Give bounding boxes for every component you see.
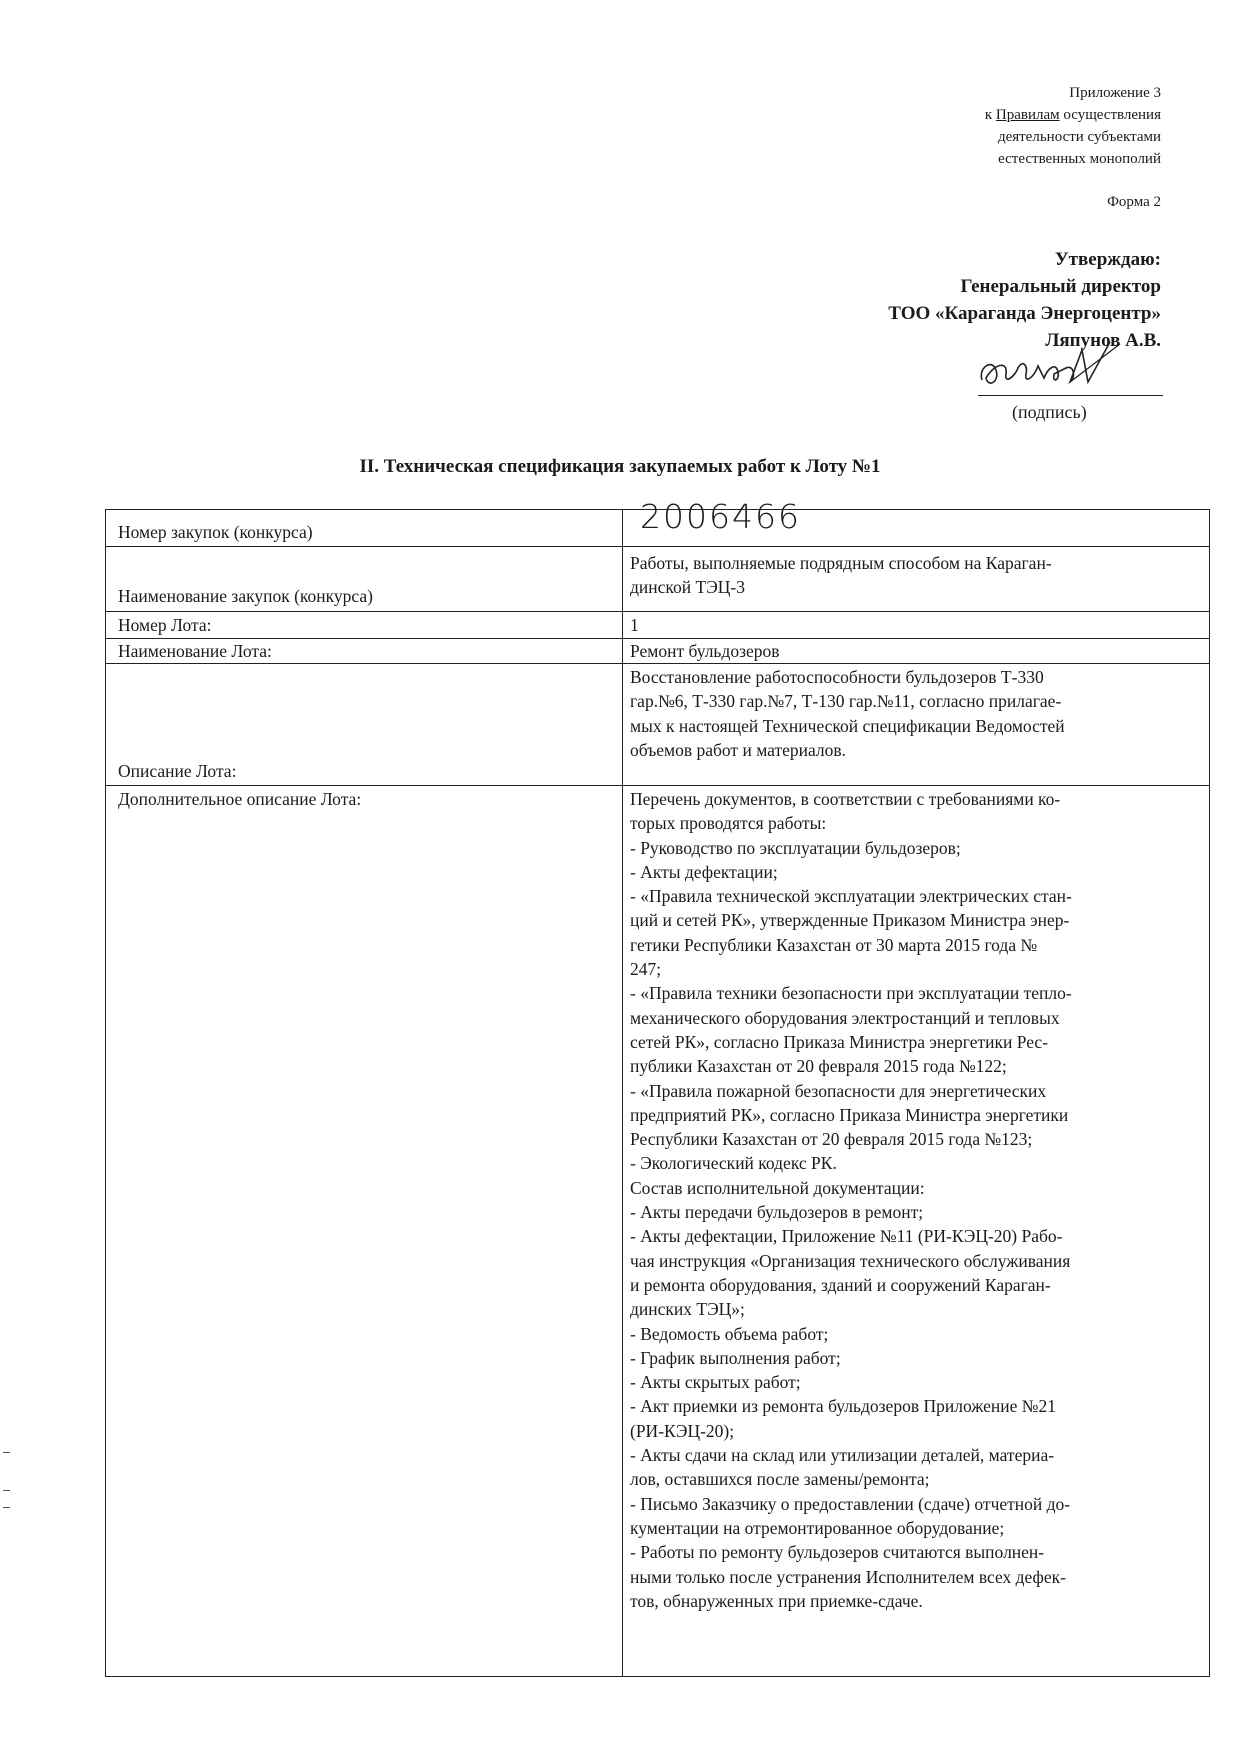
value-line: сетей РК», согласно Приказа Министра энергетики Рес- [630, 1031, 1049, 1052]
label-lot-name: Наименование Лота: [118, 641, 272, 661]
value-line: - Работы по ремонту бульдозеров считаются выполнен- [630, 1542, 1045, 1563]
signature-caption: (подпись) [1012, 402, 1087, 422]
label-lot-description: Описание Лота: [118, 760, 237, 781]
value-line: торых проводятся работы: [630, 813, 827, 834]
form-label: Форма 2 [1107, 194, 1161, 210]
value-line: чая инструкция «Организация технического обслуживания [630, 1250, 1071, 1271]
value-line: тов, обнаруженных при приемке-сдаче. [630, 1590, 923, 1611]
label-procurement-name: Наименование закупок (конкурса) [118, 585, 373, 606]
row-divider [106, 611, 1209, 612]
value-line: - «Правила техники безопасности при эксплуатации тепло- [630, 983, 1072, 1004]
value-line: Перечень документов, в соответствии с требованиями ко- [630, 789, 1061, 809]
value-line: - Руководство по эксплуатации бульдозеров; [630, 837, 961, 858]
value-line: Состав исполнительной документации: [630, 1177, 925, 1198]
value-line: 247; [630, 959, 662, 980]
table-row-label [118, 663, 608, 783]
value-line: ными только после устранения Исполнителем всех дефек- [630, 1566, 1066, 1587]
handwritten-signature [970, 338, 1160, 400]
approval-position: Генеральный директор [960, 276, 1161, 297]
value-line: объемов работ и материалов. [630, 739, 847, 760]
label-procurement-number: Номер закупок (конкурса) [118, 521, 313, 542]
value-line: (РИ-КЭЦ-20); [630, 1420, 735, 1441]
table-row-label [118, 787, 608, 811]
row-divider [106, 785, 1209, 786]
value-line: - Ведомость объема работ; [630, 1323, 829, 1344]
approval-name: Ляпунов А.В. [1045, 330, 1161, 351]
table-row-value [630, 613, 1202, 637]
procurement-number-value: 2006466 [640, 497, 801, 536]
value-line: ций и сетей РК», утвержденные Приказом Министра энер- [630, 910, 1070, 931]
value-line: - «Правила пожарной безопасности для энергетических [630, 1080, 1047, 1101]
label-lot-number: Номер Лота: [118, 615, 212, 635]
table-row-label [118, 546, 608, 608]
scan-mark [3, 1507, 10, 1508]
value-line: мых к настоящей Технической спецификации Ведомостей [630, 715, 1065, 736]
document-title: II. Техническая спецификация закупаемых работ к Лоту №1 [359, 456, 881, 477]
approval-heading: Утверждаю: [1054, 249, 1161, 270]
table-row-label [118, 639, 608, 663]
value-line: и ремонта оборудования, зданий и сооружений Караган- [630, 1274, 1051, 1295]
value-line: - «Правила технической эксплуатации электрических стан- [630, 886, 1072, 907]
value-line: гар.№6, Т-330 гар.№7, Т-130 гар.№11, согласно прилагае- [630, 691, 1062, 712]
scan-mark [3, 1452, 10, 1453]
specification-table [105, 497, 1210, 1677]
value-line: - Акты сдачи на склад или утилизации деталей, материа- [630, 1445, 1055, 1466]
table-row-value [630, 639, 1202, 663]
column-divider [622, 510, 623, 1676]
lot-name-value: Ремонт бульдозеров [630, 641, 780, 661]
value-line: - Письмо Заказчику о предоставлении (сдаче) отчетной до- [630, 1493, 1071, 1514]
appendix-line: Приложение 3 [1069, 85, 1161, 101]
scan-mark [3, 1490, 10, 1491]
rules-link[interactable]: Правилам [995, 107, 1060, 123]
approval-company: ТОО «Караганда Энергоцентр» [888, 303, 1161, 324]
value-line: Восстановление работоспособности бульдозеров Т-330 [630, 667, 1044, 687]
table-row-label [118, 510, 608, 544]
value-line: лов, оставшихся после замены/ремонта; [630, 1469, 930, 1490]
appendix-line [741, 104, 1161, 126]
value-line: кументации на отремонтированное оборудование; [630, 1517, 1005, 1538]
value-line: - Акты передачи бульдозеров в ремонт; [630, 1202, 924, 1223]
appendix-line: деятельности субъектами [997, 129, 1161, 145]
value-line: Республики Казахстан от 20 февраля 2015 года №123; [630, 1129, 1033, 1150]
table-row-value [630, 665, 1202, 762]
label-additional-description: Дополнительное описание Лота: [118, 789, 362, 809]
value-line: гетики Республики Казахстан от 30 марта 2015 года № [630, 934, 1038, 955]
value-line: динской ТЭЦ-3 [630, 577, 745, 598]
value-line: динских ТЭЦ»; [630, 1299, 745, 1320]
table-row-value [630, 787, 1202, 1613]
table-row-value [640, 497, 1212, 546]
value-line: - График выполнения работ; [630, 1347, 841, 1368]
appendix-suffix: осуществления [1059, 107, 1161, 123]
value-line: предприятий РК», согласно Приказа Министра энергетики [630, 1104, 1069, 1125]
appendix-prefix: к [984, 107, 996, 123]
lot-number-value: 1 [630, 615, 639, 635]
table-row-value [630, 551, 1202, 600]
signature-line [978, 395, 1163, 396]
value-line: - Акты дефектации; [630, 861, 778, 882]
value-line: механического оборудования электростанций и тепловых [630, 1007, 1060, 1028]
value-line: публики Казахстан от 20 февраля 2015 года №122; [630, 1056, 1007, 1077]
value-line: Работы, выполняемые подрядным способом на Караган- [630, 553, 1052, 573]
table-row-label [118, 613, 608, 637]
appendix-line: естественных монополий [998, 151, 1161, 167]
appendix-reference [741, 82, 1161, 170]
value-line: - Экологический кодекс РК. [630, 1153, 837, 1174]
value-line: - Акты дефектации, Приложение №11 (РИ-КЭЦ-20) Рабо- [630, 1226, 1063, 1247]
value-line: - Акт приемки из ремонта бульдозеров Приложение №21 [630, 1396, 1056, 1417]
value-line: - Акты скрытых работ; [630, 1372, 801, 1393]
